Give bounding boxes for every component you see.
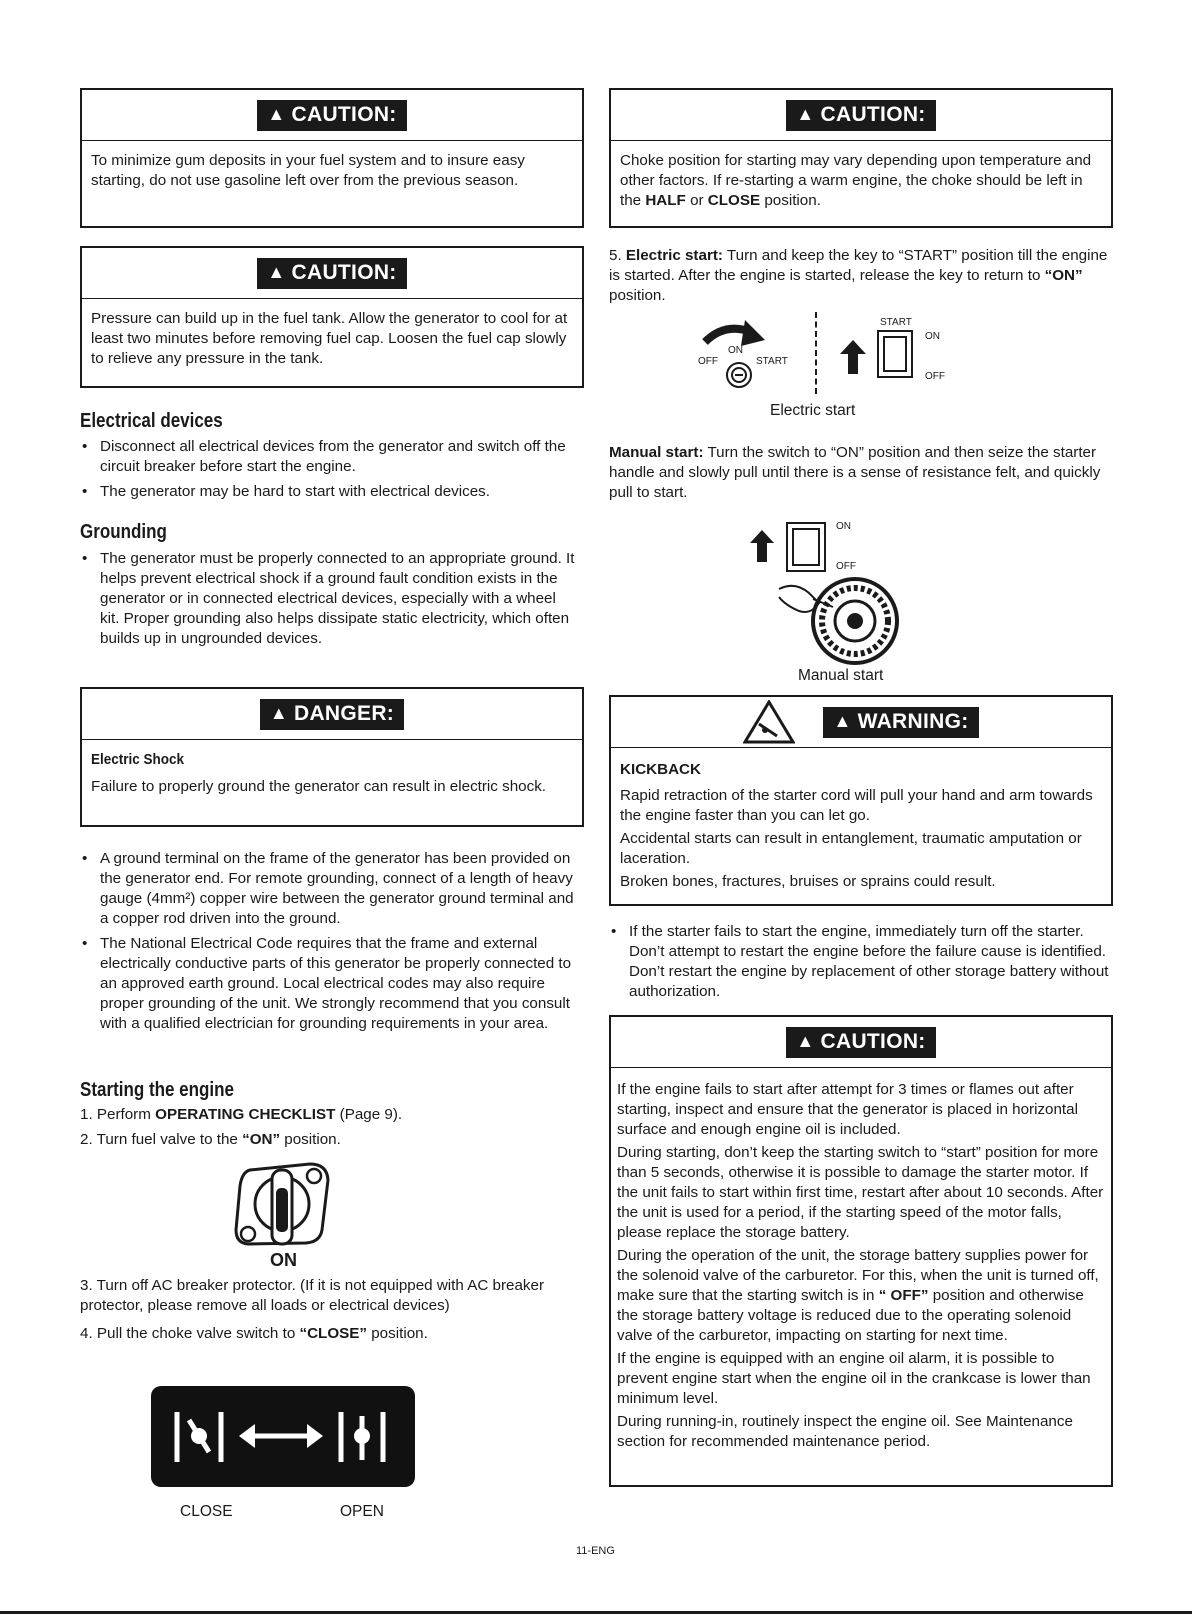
danger-text: Failure to properly ground the generator can result in electric shock. xyxy=(91,778,547,795)
step-3: 3. Turn off AC breaker protector. (If it is not equipped with AC breaker protector, please remove all loads or electrical devices) xyxy=(80,1277,545,1314)
switch-off-label: OFF xyxy=(925,371,945,382)
section-heading-starting-engine: Starting the engine xyxy=(80,1079,234,1101)
section-heading-grounding: Grounding xyxy=(80,521,167,543)
rocker-switch-icon xyxy=(786,522,826,572)
divider-dashed-line xyxy=(815,312,817,394)
warning-triangle-icon: ▲ xyxy=(267,104,286,124)
step-4: 4. Pull the choke valve switch to “CLOSE” position. xyxy=(80,1325,428,1342)
caution-text: Pressure can build up in the fuel tank. Allow the generator to cool for at least two minutes before removing fuel cap. Loosen the fuel cap slowly to relieve any pressure in the tank. xyxy=(91,310,568,367)
ground-terminal-list xyxy=(80,849,580,1039)
fuel-valve-illustration xyxy=(232,1158,337,1250)
warning-triangle-icon: ▲ xyxy=(833,711,852,731)
caution-box-choke-position xyxy=(609,88,1113,228)
choke-symbols-icon xyxy=(151,1386,415,1487)
up-arrow-icon xyxy=(840,340,866,374)
list-item: • If the starter fails to start the engine, immediately turn off the starter. Don’t attempt to restart the engine before the failure cause is identified. Don’t restart the engine by replacement of other storage battery without authorization. xyxy=(609,922,1111,1002)
rocker-switch-icon xyxy=(877,330,913,378)
caution-box-fuel-gum xyxy=(80,88,584,228)
warning-triangle-icon: ▲ xyxy=(796,104,815,124)
fuel-valve-on-label: ON xyxy=(270,1250,297,1270)
step-2: 2. Turn fuel valve to the “ON” position. xyxy=(80,1131,341,1148)
danger-box-electric-shock xyxy=(80,687,584,827)
kickback-hazard-icon xyxy=(743,700,795,744)
key-off-label: OFF xyxy=(698,356,718,367)
list-item: • The generator must be properly connected to an appropriate ground. It helps prevent electrical shock if a ground fault condition exists in the generator or in connected electrical devices, especially with a wheel kit. Proper grounding also helps dissipate static electricity, which often builds up in ungrounded devices. xyxy=(80,549,575,649)
caution-paragraph: If the engine fails to start after attempt for 3 times or flames out after starting, inspect and ensure that the generator is placed in horizontal surface and enough engine oil is included. xyxy=(617,1081,1078,1138)
electrical-devices-list xyxy=(80,437,585,507)
warning-subtitle: KICKBACK xyxy=(620,761,701,778)
caution-badge: ▲ CAUTION: xyxy=(786,1027,935,1058)
starter-failure-list xyxy=(609,922,1111,1007)
warning-triangle-icon: ▲ xyxy=(796,1031,815,1051)
manual-start-text: Manual start: Turn the switch to “ON” position and then seize the starter handle and slowly pull until there is a sense of resistance felt, and quickly pull to start. xyxy=(609,444,1101,501)
warning-badge: ▲ WARNING: xyxy=(823,707,978,738)
section-heading-electrical-devices: Electrical devices xyxy=(80,410,223,432)
caution-box-starting xyxy=(609,1015,1113,1487)
page-bottom-rule xyxy=(0,1611,1192,1614)
caution-badge: ▲ CAUTION: xyxy=(257,100,406,131)
list-item: • The National Electrical Code requires that the frame and external electrically conductive parts of this generator be properly connected to an approved earth ground. Local electrical codes may also require proper grounding of the unit. We strongly recommend that you consult with a qualified electrician for grounding requirements in your area. xyxy=(80,934,580,1034)
warning-line: Rapid retraction of the starter cord will pull your hand and arm towards the engine faster than you can let go. xyxy=(620,787,1093,824)
key-start-label: START xyxy=(756,356,788,367)
list-item: • A ground terminal on the frame of the generator has been provided on the generator end. For remote grounding, connect of a length of heavy gauge (4mm²) copper wire between the generator ground terminal and a copper rod driven into the ground. xyxy=(80,849,580,929)
switch-start-label: START xyxy=(880,317,912,328)
caution-badge: ▲ CAUTION: xyxy=(786,100,935,131)
grounding-list xyxy=(80,549,575,654)
step-1: 1. Perform OPERATING CHECKLIST (Page 9). xyxy=(80,1106,403,1123)
recoil-starter-illustration xyxy=(775,575,915,667)
caution-paragraph: During starting, don’t keep the starting switch to “start” position for more than 5 seconds, otherwise it is possible to damage the starter motor. If the unit fails to start within first time, restart after about 10 seconds. After the unit is used for a period, if the starting speed of the motor falls, please replace the storage battery. xyxy=(617,1144,1104,1241)
caution-text: To minimize gum deposits in your fuel system and to insure easy starting, do not use gasoline left over from the previous season. xyxy=(91,152,525,189)
choke-close-label: CLOSE xyxy=(180,1503,233,1520)
warning-line: Broken bones, fractures, bruises or sprains could result. xyxy=(620,873,996,890)
warning-triangle-icon: ▲ xyxy=(269,703,288,723)
page-number: 11-ENG xyxy=(576,1545,615,1557)
choke-open-label: OPEN xyxy=(340,1503,384,1520)
key-on-label: ON xyxy=(728,345,743,356)
list-item: • Disconnect all electrical devices from the generator and switch off the circuit breaker before start the engine. xyxy=(80,437,585,477)
caution-badge: ▲ CAUTION: xyxy=(257,258,406,289)
caution-box-fuel-pressure xyxy=(80,246,584,388)
manual-start-caption: Manual start xyxy=(798,667,884,684)
caution-text: Choke position for starting may vary depending upon temperature and other factors. If re-starting a warm engine, the choke should be left in the HALF or CLOSE position. xyxy=(620,152,1092,209)
caution-paragraph: If the engine is equipped with an engine oil alarm, it is possible to prevent engine start when the engine oil in the crankcase is lower than minimum level. xyxy=(617,1350,1091,1407)
warning-box-kickback xyxy=(609,695,1113,906)
danger-badge: ▲ DANGER: xyxy=(260,699,404,730)
warning-triangle-icon: ▲ xyxy=(267,262,286,282)
warning-line: Accidental starts can result in entanglement, traumatic amputation or laceration. xyxy=(620,830,1082,867)
choke-switch-plate xyxy=(151,1386,415,1487)
caution-paragraph: During running-in, routinely inspect the engine oil. See Maintenance section for recommended maintenance period. xyxy=(617,1413,1073,1450)
step-5-electric-start: 5. Electric start: Turn and keep the key to “START” position till the engine is started. After the engine is started, release the key to return to “ON” position. xyxy=(609,247,1108,304)
caution-paragraph: During the operation of the unit, the storage battery supplies power for the solenoid valve of the carburetor. For this, when the unit is turned off, make sure that the starting switch is in “ OFF” position and otherwise the storage battery voltage is reduced due to the operating solenoid valve of the carburetor, impacting on starting for next time. xyxy=(617,1247,1099,1344)
switch-on-label: ON xyxy=(925,331,940,342)
manual-off-label: OFF xyxy=(836,561,856,572)
up-arrow-icon xyxy=(750,530,774,562)
danger-subtitle: Electric Shock xyxy=(91,751,185,768)
manual-on-label: ON xyxy=(836,521,851,532)
list-item: • The generator may be hard to start with electrical devices. xyxy=(80,482,585,502)
electric-start-caption: Electric start xyxy=(770,402,856,419)
